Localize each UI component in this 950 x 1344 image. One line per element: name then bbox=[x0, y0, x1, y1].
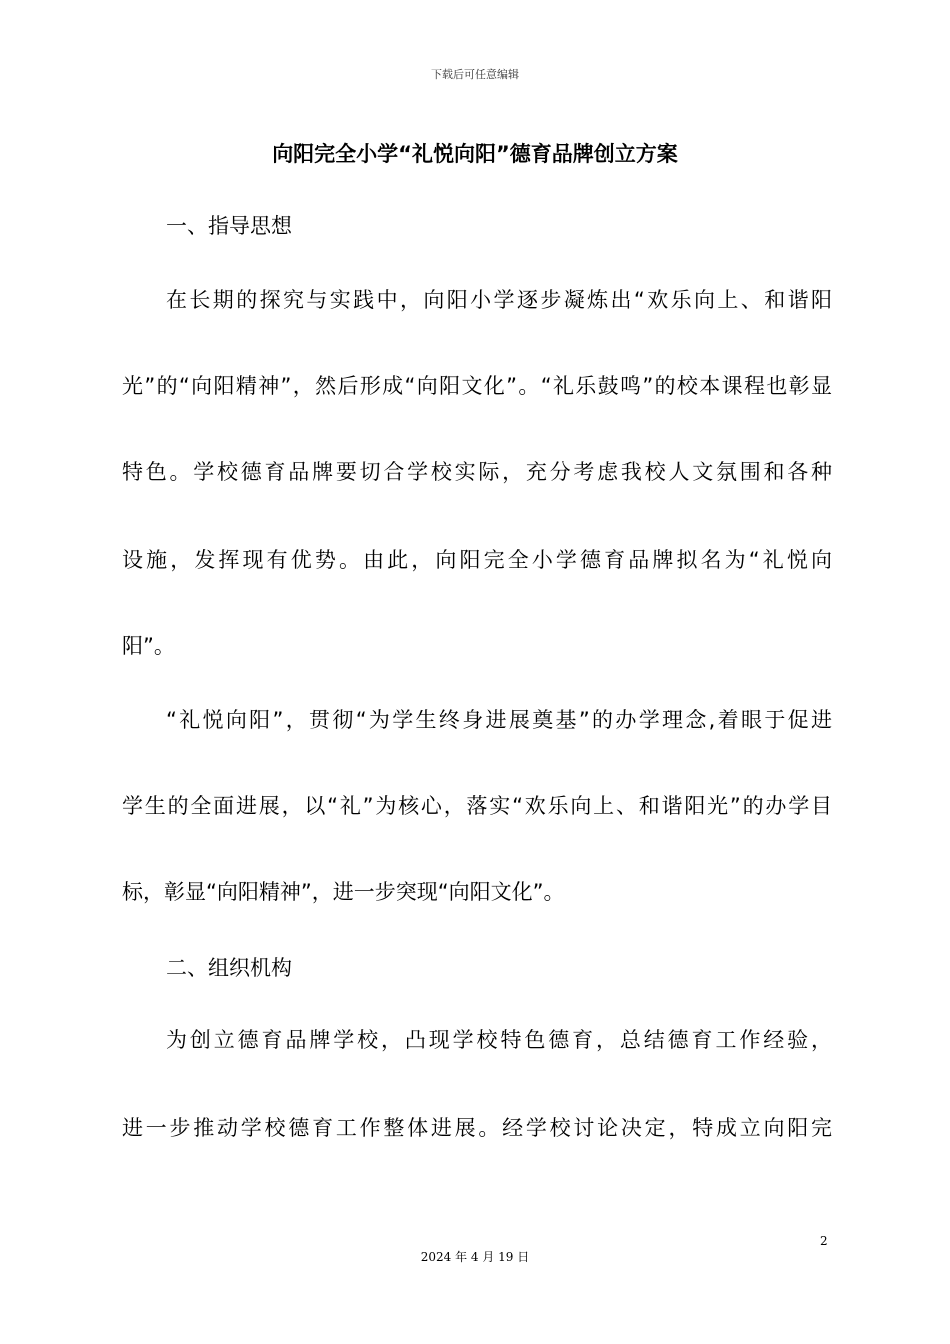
footer-date: 2024 年 4 月 19 日 bbox=[420, 1250, 530, 1264]
page-number: 2 bbox=[820, 1234, 828, 1248]
paragraph-1-line-5: 阳”。 bbox=[122, 634, 175, 658]
paragraph-3-line-2: 进一步推动学校德育工作整体进展。经学校讨论决定，特成立向阳完 bbox=[122, 1116, 832, 1140]
document-title: 向阳完全小学“礼悦向阳”德育品牌创立方案 bbox=[272, 142, 678, 166]
paragraph-1-line-3: 特色。学校德育品牌要切合学校实际，充分考虑我校人文氛围和各种 bbox=[122, 460, 832, 484]
paragraph-1-line-4: 设施，发挥现有优势。由此，向阳完全小学德育品牌拟名为“礼悦向 bbox=[122, 548, 832, 572]
page-header-note: 下载后可任意编辑 bbox=[431, 68, 519, 81]
paragraph-3-line-1: 为创立德育品牌学校，凸现学校特色德育，总结德育工作经验， bbox=[166, 1028, 832, 1052]
paragraph-2-line-1: “礼悦向阳”，贯彻“为学生终身进展奠基”的办学理念,着眼于促进 bbox=[166, 708, 832, 732]
paragraph-2-line-2: 学生的全面进展，以“礼”为核心，落实“欢乐向上、和谐阳光”的办学目 bbox=[122, 794, 832, 818]
section-heading-organization: 二、组织机构 bbox=[166, 956, 292, 980]
paragraph-2-line-3: 标，彰显“向阳精神”，进一步突现“向阳文化”。 bbox=[122, 880, 565, 904]
section-heading-guiding-thought: 一、指导思想 bbox=[166, 214, 292, 238]
paragraph-1-line-2: 光”的“向阳精神”，然后形成“向阳文化”。“礼乐鼓鸣”的校本课程也彰显 bbox=[122, 374, 832, 398]
paragraph-1-line-1: 在长期的探究与实践中，向阳小学逐步凝炼出“欢乐向上、和谐阳 bbox=[166, 288, 832, 312]
